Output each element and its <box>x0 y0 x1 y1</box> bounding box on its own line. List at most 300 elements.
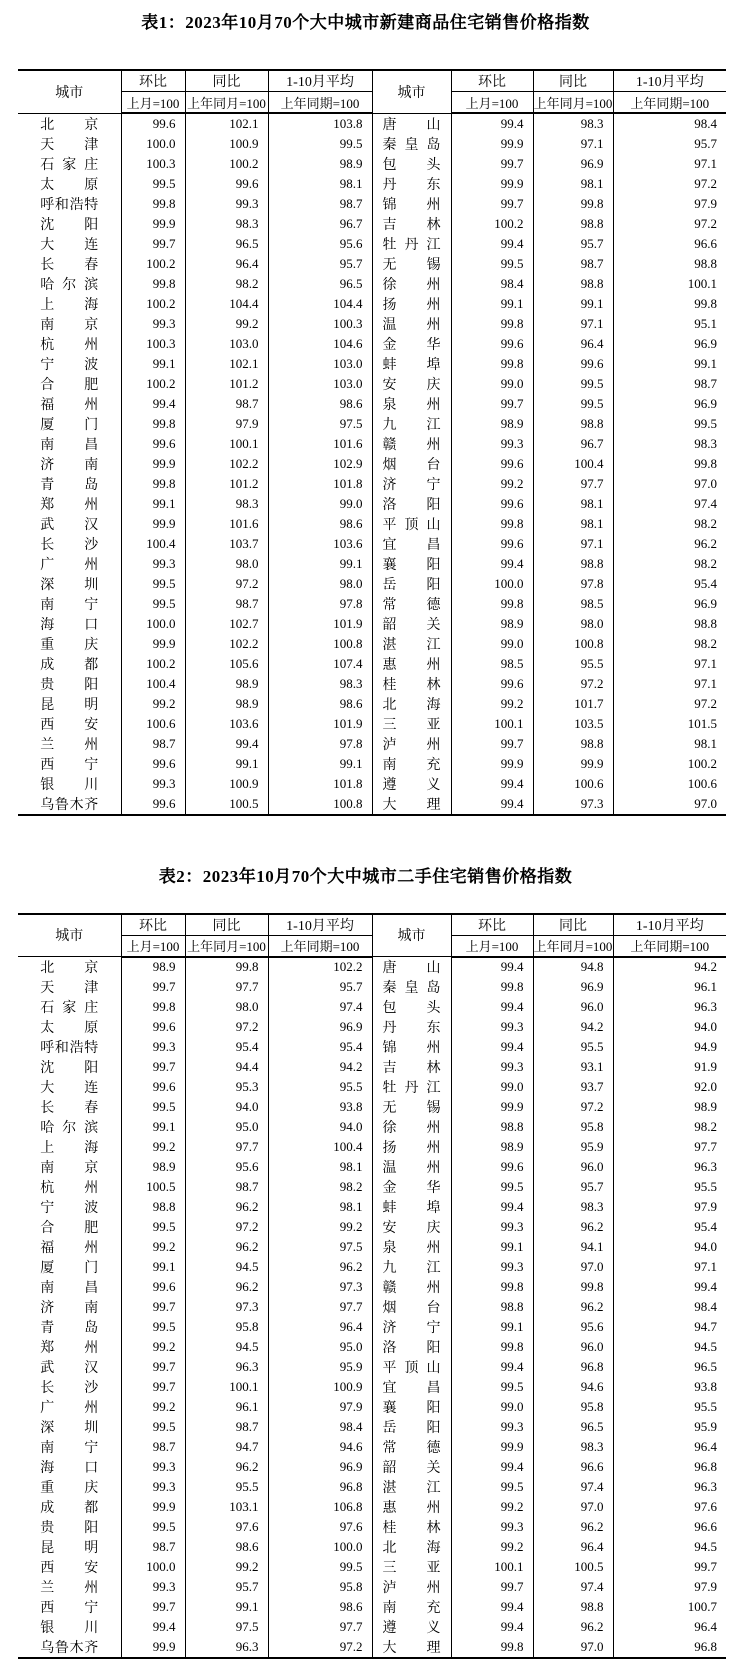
avg-value: 91.9 <box>694 1059 717 1074</box>
yoy-value: 96.5 <box>533 1417 613 1437</box>
mom-value: 99.2 <box>451 1537 533 1557</box>
city-name: 福州 <box>18 394 121 414</box>
mom-value: 99.9 <box>121 514 185 534</box>
city-name: 洛阳 <box>372 494 451 514</box>
city-name: 西宁 <box>18 1597 121 1617</box>
city-name: 襄阳 <box>372 554 451 574</box>
city-name: 武汉 <box>18 1357 121 1377</box>
yoy-value: 98.0 <box>185 997 268 1017</box>
yoy-value: 98.1 <box>533 174 613 194</box>
mom-value: 98.7 <box>121 734 185 754</box>
avg-value: 96.2 <box>268 1257 372 1277</box>
yoy-value: 101.6 <box>185 514 268 534</box>
city-name: 锦州 <box>372 1037 451 1057</box>
avg-value: 103.0 <box>268 354 372 374</box>
city-name: 青岛 <box>18 474 121 494</box>
avg-value: 99.7 <box>694 1559 717 1574</box>
city-name: 九江 <box>372 414 451 434</box>
avg-value: 96.8 <box>694 1639 717 1654</box>
avg-value: 98.4 <box>268 1417 372 1437</box>
avg-value: 94.5 <box>694 1339 717 1354</box>
city-name: 昆明 <box>18 694 121 714</box>
avg-value: 97.1 <box>694 1259 717 1274</box>
avg-value: 98.4 <box>694 115 717 131</box>
avg-value: 94.9 <box>694 1039 717 1054</box>
table-row <box>18 254 726 274</box>
avg-value: 95.7 <box>268 254 372 274</box>
avg-value: 97.0 <box>694 795 717 811</box>
table-row <box>18 957 726 978</box>
avg-value: 99.1 <box>694 355 717 371</box>
table-row <box>18 1317 726 1337</box>
city-name: 洛阳 <box>372 1337 451 1357</box>
mom-value: 100.4 <box>121 674 185 694</box>
city-name: 济南 <box>18 1297 121 1317</box>
header-yoy-base-right: 上年同月=100 <box>533 92 613 114</box>
city-name: 常德 <box>372 1437 451 1457</box>
table-row <box>18 754 726 774</box>
header-mom-right: 环比 <box>451 914 533 936</box>
city-name: 唐山 <box>372 957 451 978</box>
yoy-value: 93.1 <box>533 1057 613 1077</box>
yoy-value: 100.1 <box>185 434 268 454</box>
city-name: 韶关 <box>372 614 451 634</box>
yoy-value: 98.1 <box>533 494 613 514</box>
city-name: 太原 <box>18 1017 121 1037</box>
table-row <box>18 1197 726 1217</box>
avg-value: 96.9 <box>694 595 717 611</box>
yoy-value: 96.6 <box>533 1457 613 1477</box>
yoy-value: 103.6 <box>185 714 268 734</box>
table-row <box>18 414 726 434</box>
city-name: 长沙 <box>18 1377 121 1397</box>
table-row <box>18 1537 726 1557</box>
mom-value: 99.8 <box>121 474 185 494</box>
city-name: 泸州 <box>372 1577 451 1597</box>
mom-value: 99.5 <box>121 174 185 194</box>
avg-value: 97.3 <box>268 1277 372 1297</box>
city-name: 贵阳 <box>18 674 121 694</box>
city-name: 襄阳 <box>372 1397 451 1417</box>
city-name: 遵义 <box>372 1617 451 1637</box>
yoy-value: 95.8 <box>185 1317 268 1337</box>
yoy-value: 98.9 <box>185 674 268 694</box>
yoy-value: 97.2 <box>533 674 613 694</box>
city-name: 广州 <box>18 554 121 574</box>
city-name: 包头 <box>372 997 451 1017</box>
mom-value: 98.9 <box>451 614 533 634</box>
mom-value: 99.2 <box>121 1137 185 1157</box>
avg-value: 95.7 <box>694 135 717 151</box>
avg-value: 96.4 <box>694 1439 717 1454</box>
city-name: 乌鲁木齐 <box>18 794 121 815</box>
avg-value: 98.9 <box>268 154 372 174</box>
avg-value: 99.8 <box>694 455 717 471</box>
avg-value: 97.5 <box>268 414 372 434</box>
mom-value: 99.4 <box>121 394 185 414</box>
city-name: 南京 <box>18 1157 121 1177</box>
city-name: 济宁 <box>372 1317 451 1337</box>
city-name: 银川 <box>18 774 121 794</box>
avg-value: 106.8 <box>268 1497 372 1517</box>
avg-value: 97.7 <box>268 1617 372 1637</box>
yoy-value: 103.7 <box>185 534 268 554</box>
yoy-value: 93.7 <box>533 1077 613 1097</box>
mom-value: 99.7 <box>121 1357 185 1377</box>
table-row <box>18 1177 726 1197</box>
avg-value: 97.2 <box>694 175 717 191</box>
mom-value: 99.3 <box>451 1217 533 1237</box>
city-name: 成都 <box>18 654 121 674</box>
yoy-value: 96.4 <box>533 334 613 354</box>
header-avg-right: 1-10月平均 <box>613 70 726 92</box>
city-name: 泉州 <box>372 394 451 414</box>
city-name: 石家庄 <box>18 997 121 1017</box>
mom-value: 99.8 <box>121 194 185 214</box>
yoy-value: 97.9 <box>185 414 268 434</box>
yoy-value: 95.7 <box>533 234 613 254</box>
table-row <box>18 1357 726 1377</box>
mom-value: 99.2 <box>451 474 533 494</box>
yoy-value: 102.1 <box>185 354 268 374</box>
avg-value: 99.5 <box>694 415 717 431</box>
mom-value: 99.7 <box>121 977 185 997</box>
mom-value: 99.3 <box>121 1037 185 1057</box>
yoy-value: 103.1 <box>185 1497 268 1517</box>
city-name: 北京 <box>18 957 121 978</box>
yoy-value: 98.3 <box>185 214 268 234</box>
mom-value: 99.8 <box>121 414 185 434</box>
avg-value: 97.0 <box>694 475 717 491</box>
mom-value: 99.6 <box>121 1017 185 1037</box>
city-name: 厦门 <box>18 1257 121 1277</box>
header-yoy-base-right: 上年同月=100 <box>533 935 613 957</box>
mom-value: 99.5 <box>121 1317 185 1337</box>
city-name: 哈尔滨 <box>18 274 121 294</box>
yoy-value: 105.6 <box>185 654 268 674</box>
avg-value: 99.8 <box>694 295 717 311</box>
city-name: 安庆 <box>372 1217 451 1237</box>
avg-value: 94.7 <box>694 1319 717 1334</box>
mom-value: 99.4 <box>451 774 533 794</box>
bottom-spacer <box>0 1659 731 1679</box>
city-name: 惠州 <box>372 1497 451 1517</box>
mom-value: 98.9 <box>451 414 533 434</box>
mom-value: 100.0 <box>121 134 185 154</box>
city-name: 丹东 <box>372 1017 451 1037</box>
mom-value: 99.9 <box>121 214 185 234</box>
yoy-value: 97.3 <box>533 794 613 815</box>
city-name: 郑州 <box>18 1337 121 1357</box>
mom-value: 99.8 <box>121 997 185 1017</box>
yoy-value: 95.7 <box>185 1577 268 1597</box>
table-row <box>18 734 726 754</box>
mom-value: 98.8 <box>451 1297 533 1317</box>
yoy-value: 98.5 <box>533 594 613 614</box>
city-name: 丹东 <box>372 174 451 194</box>
city-name: 长春 <box>18 254 121 274</box>
yoy-value: 99.1 <box>185 754 268 774</box>
header-mom-right: 环比 <box>451 70 533 92</box>
yoy-value: 96.4 <box>185 254 268 274</box>
yoy-value: 96.2 <box>185 1237 268 1257</box>
avg-value: 98.9 <box>694 1099 717 1114</box>
city-name: 扬州 <box>372 294 451 314</box>
mom-value: 99.6 <box>451 454 533 474</box>
table-row <box>18 113 726 134</box>
mom-value: 99.7 <box>121 1297 185 1317</box>
avg-value: 100.8 <box>268 794 372 815</box>
city-name: 深圳 <box>18 1417 121 1437</box>
city-name: 海口 <box>18 1457 121 1477</box>
avg-value: 98.7 <box>268 194 372 214</box>
mom-value: 98.8 <box>451 1117 533 1137</box>
mom-value: 99.4 <box>451 794 533 815</box>
avg-value: 97.7 <box>268 1297 372 1317</box>
yoy-value: 102.2 <box>185 454 268 474</box>
avg-value: 102.2 <box>268 957 372 978</box>
yoy-value: 95.9 <box>533 1137 613 1157</box>
table-row <box>18 594 726 614</box>
mom-value: 98.7 <box>121 1437 185 1457</box>
avg-value: 99.5 <box>268 1557 372 1577</box>
mom-value: 99.7 <box>121 1057 185 1077</box>
avg-value: 97.8 <box>268 734 372 754</box>
avg-value: 97.9 <box>268 1397 372 1417</box>
city-name: 呼和浩特 <box>18 194 121 214</box>
city-name: 北京 <box>18 113 121 134</box>
avg-value: 101.9 <box>268 614 372 634</box>
avg-value: 107.4 <box>268 654 372 674</box>
city-name: 沈阳 <box>18 1057 121 1077</box>
avg-value: 96.7 <box>268 214 372 234</box>
mom-value: 100.3 <box>121 334 185 354</box>
mom-value: 98.8 <box>121 1197 185 1217</box>
table-row <box>18 614 726 634</box>
city-name: 上海 <box>18 294 121 314</box>
header-yoy-left: 同比 <box>185 70 268 92</box>
city-name: 长春 <box>18 1097 121 1117</box>
city-name: 南宁 <box>18 1437 121 1457</box>
table1-body <box>18 113 726 815</box>
table-row <box>18 694 726 714</box>
mom-value: 99.8 <box>451 354 533 374</box>
avg-value: 95.4 <box>694 1219 717 1234</box>
mom-value: 100.6 <box>121 714 185 734</box>
mom-value: 99.4 <box>451 1197 533 1217</box>
table-row <box>18 374 726 394</box>
avg-value: 97.9 <box>694 1579 717 1594</box>
city-name: 锦州 <box>372 194 451 214</box>
avg-value: 103.8 <box>268 113 372 134</box>
avg-value: 98.1 <box>268 1197 372 1217</box>
mom-value: 99.4 <box>451 1617 533 1637</box>
yoy-value: 98.2 <box>185 274 268 294</box>
header-yoy-base-left: 上年同月=100 <box>185 935 268 957</box>
table2-header <box>18 914 726 957</box>
yoy-value: 102.2 <box>185 634 268 654</box>
mom-value: 99.1 <box>451 294 533 314</box>
mom-value: 99.3 <box>451 1417 533 1437</box>
city-name: 兰州 <box>18 1577 121 1597</box>
yoy-value: 96.7 <box>533 434 613 454</box>
table-row <box>18 1637 726 1658</box>
avg-value: 97.7 <box>694 1139 717 1154</box>
avg-value: 94.6 <box>268 1437 372 1457</box>
yoy-value: 101.2 <box>185 474 268 494</box>
mom-value: 99.6 <box>121 113 185 134</box>
avg-value: 96.6 <box>694 235 717 251</box>
city-name: 合肥 <box>18 1217 121 1237</box>
table2-title: 表2：2023年10月70个大中城市二手住宅销售价格指数 <box>158 866 573 886</box>
yoy-value: 98.3 <box>185 494 268 514</box>
avg-value: 98.6 <box>268 514 372 534</box>
table-row <box>18 1217 726 1237</box>
avg-value: 97.5 <box>268 1237 372 1257</box>
city-name: 南昌 <box>18 434 121 454</box>
mom-value: 99.6 <box>451 534 533 554</box>
avg-value: 98.3 <box>694 435 717 451</box>
city-name: 南充 <box>372 1597 451 1617</box>
city-name: 济宁 <box>372 474 451 494</box>
table-row <box>18 774 726 794</box>
mom-value: 99.3 <box>451 1017 533 1037</box>
mom-value: 99.7 <box>451 194 533 214</box>
header-mom-left: 环比 <box>121 914 185 936</box>
yoy-value: 96.3 <box>185 1637 268 1658</box>
yoy-value: 97.2 <box>185 1017 268 1037</box>
avg-value: 95.0 <box>268 1337 372 1357</box>
yoy-value: 96.9 <box>533 154 613 174</box>
city-name: 惠州 <box>372 654 451 674</box>
avg-value: 101.8 <box>268 474 372 494</box>
avg-value: 96.3 <box>694 999 717 1014</box>
mom-value: 99.6 <box>451 494 533 514</box>
city-name: 常德 <box>372 594 451 614</box>
city-name: 西安 <box>18 714 121 734</box>
mom-value: 100.1 <box>451 714 533 734</box>
header-avg-base-right: 上年同期=100 <box>613 935 726 957</box>
mom-value: 99.7 <box>121 1377 185 1397</box>
mom-value: 99.5 <box>451 1477 533 1497</box>
city-name: 包头 <box>372 154 451 174</box>
mom-value: 99.7 <box>451 734 533 754</box>
city-name: 桂林 <box>372 674 451 694</box>
yoy-value: 97.5 <box>185 1617 268 1637</box>
table2 <box>18 913 726 1660</box>
yoy-value: 98.1 <box>533 514 613 534</box>
header-avg-base-right: 上年同期=100 <box>613 92 726 114</box>
yoy-value: 103.0 <box>185 334 268 354</box>
avg-value: 97.8 <box>268 594 372 614</box>
city-name: 遵义 <box>372 774 451 794</box>
mom-value: 99.5 <box>121 1217 185 1237</box>
mom-value: 99.3 <box>451 1517 533 1537</box>
avg-value: 98.1 <box>268 174 372 194</box>
mom-value: 99.7 <box>451 1577 533 1597</box>
yoy-value: 97.6 <box>185 1517 268 1537</box>
yoy-value: 99.8 <box>533 194 613 214</box>
yoy-value: 97.7 <box>185 977 268 997</box>
yoy-value: 98.0 <box>533 614 613 634</box>
yoy-value: 96.2 <box>533 1617 613 1637</box>
mom-value: 99.5 <box>121 1517 185 1537</box>
city-name: 深圳 <box>18 574 121 594</box>
table-row <box>18 1037 726 1057</box>
avg-value: 96.6 <box>694 1519 717 1534</box>
city-name: 泉州 <box>372 1237 451 1257</box>
city-name: 赣州 <box>372 434 451 454</box>
city-name: 烟台 <box>372 454 451 474</box>
yoy-value: 98.8 <box>533 414 613 434</box>
avg-value: 97.1 <box>694 655 717 671</box>
yoy-value: 95.6 <box>185 1157 268 1177</box>
mom-value: 99.4 <box>451 1357 533 1377</box>
city-name: 大连 <box>18 1077 121 1097</box>
mom-value: 99.3 <box>121 1577 185 1597</box>
yoy-value: 95.5 <box>533 1037 613 1057</box>
mom-value: 99.3 <box>451 1257 533 1277</box>
yoy-value: 98.8 <box>533 214 613 234</box>
yoy-value: 96.9 <box>533 977 613 997</box>
table-row <box>18 1257 726 1277</box>
yoy-value: 100.2 <box>185 154 268 174</box>
mom-value: 98.9 <box>121 1157 185 1177</box>
mom-value: 99.3 <box>451 434 533 454</box>
yoy-value: 97.1 <box>533 134 613 154</box>
avg-value: 99.1 <box>268 554 372 574</box>
yoy-value: 97.2 <box>533 1097 613 1117</box>
city-name: 牡丹江 <box>372 1077 451 1097</box>
mom-value: 99.8 <box>451 1337 533 1357</box>
yoy-value: 98.7 <box>185 594 268 614</box>
yoy-value: 97.4 <box>533 1477 613 1497</box>
avg-value: 96.5 <box>694 1359 717 1374</box>
avg-value: 100.4 <box>268 1137 372 1157</box>
avg-value: 95.9 <box>694 1419 717 1434</box>
yoy-value: 98.7 <box>185 1177 268 1197</box>
table-row <box>18 1337 726 1357</box>
mom-value: 100.0 <box>121 614 185 634</box>
city-name: 南宁 <box>18 594 121 614</box>
avg-value: 94.2 <box>268 1057 372 1077</box>
mom-value: 99.3 <box>121 314 185 334</box>
city-name: 杭州 <box>18 1177 121 1197</box>
city-name: 济南 <box>18 454 121 474</box>
yoy-value: 98.9 <box>185 694 268 714</box>
yoy-value: 99.5 <box>533 394 613 414</box>
table-row <box>18 1057 726 1077</box>
mom-value: 99.5 <box>121 594 185 614</box>
avg-value: 96.5 <box>268 274 372 294</box>
mom-value: 99.1 <box>451 1317 533 1337</box>
avg-value: 99.2 <box>268 1217 372 1237</box>
city-name: 无锡 <box>372 1097 451 1117</box>
header-mom-base-left: 上月=100 <box>121 935 185 957</box>
table-row <box>18 1417 726 1437</box>
mom-value: 99.9 <box>121 1497 185 1517</box>
avg-value: 97.2 <box>268 1637 372 1658</box>
city-name: 秦皇岛 <box>372 977 451 997</box>
mom-value: 99.8 <box>451 1637 533 1658</box>
yoy-value: 95.8 <box>533 1397 613 1417</box>
avg-value: 93.8 <box>694 1379 717 1394</box>
avg-value: 95.5 <box>694 1399 717 1414</box>
avg-value: 104.6 <box>268 334 372 354</box>
city-name: 韶关 <box>372 1457 451 1477</box>
yoy-value: 98.8 <box>533 734 613 754</box>
avg-value: 97.1 <box>694 155 717 171</box>
